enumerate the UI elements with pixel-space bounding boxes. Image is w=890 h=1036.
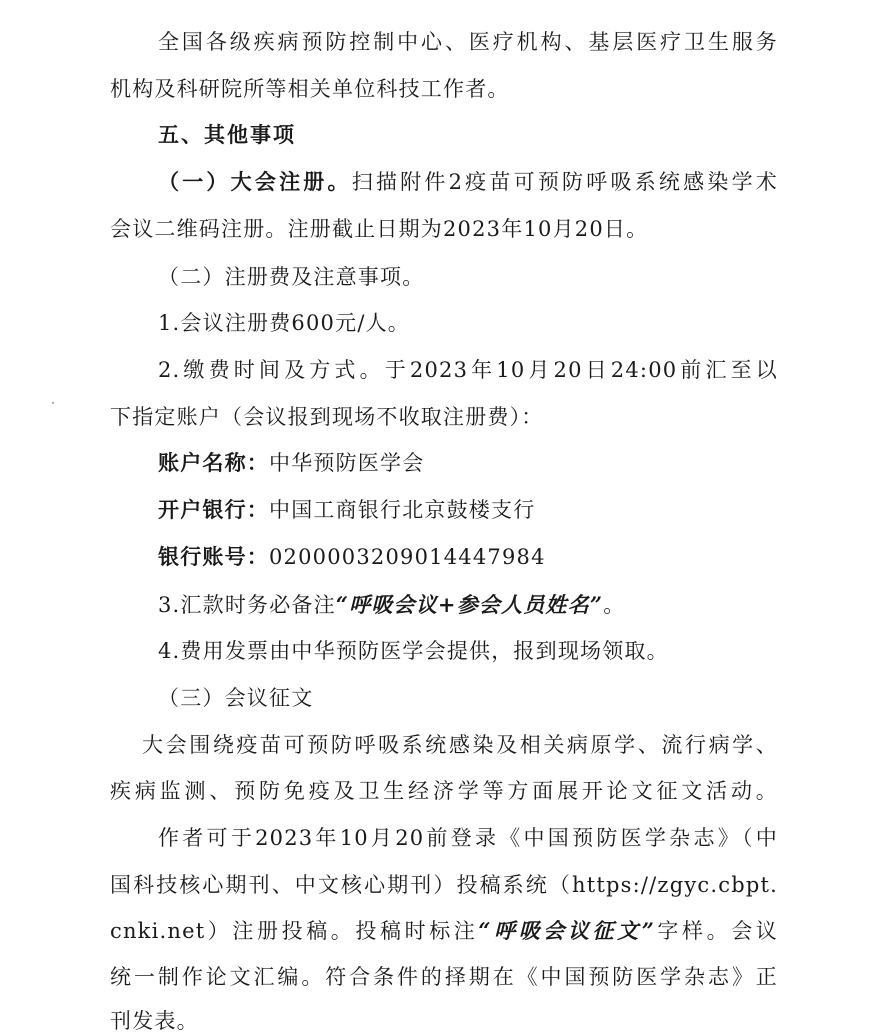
account-number-row xyxy=(158,542,778,572)
list-item: 2.缴费时间及方式。于2023年10月20日24:00前汇至以 xyxy=(158,358,778,382)
account-number-label: 银行账号： xyxy=(158,544,269,569)
list-item: 1.会议注册费600元/人。 xyxy=(158,311,410,335)
subsection-title: （二）注册费及注意事项。 xyxy=(158,265,425,289)
bank-value: 中国工商银行北京鼓楼支行 xyxy=(269,498,536,522)
remark-text: 3.汇款时务必备注 xyxy=(158,593,336,617)
paragraph-line: 疾病监测、预防免疫及卫生经济学等方面展开论文征文活动。 xyxy=(110,779,778,803)
paragraph-line: 刊发表。 xyxy=(110,1009,199,1033)
account-number-value: 0200003209014447984 xyxy=(269,545,546,569)
paragraph-line: 大会围绕疫苗可预防呼吸系统感染及相关病原学、流行病学、 xyxy=(142,733,778,757)
bank-row xyxy=(158,495,778,525)
account-name-value: 中华预防医学会 xyxy=(269,451,425,475)
paragraph-line: 下指定账户（会议报到现场不收取注册费）： xyxy=(110,405,544,429)
paragraph-line: 国科技核心期刊、中文核心期刊）投稿系统（https://zgyc.cbpt. xyxy=(110,873,778,897)
list-item: 4.费用发票由中华预防医学会提供，报到现场领取。 xyxy=(158,639,669,663)
submission-text-end: 字样。会议 xyxy=(655,919,779,943)
remark-end: 。 xyxy=(603,593,626,617)
submission-text: cnki.net）注册投稿。投稿时标注 xyxy=(110,919,479,943)
remark-emphasis: “呼吸会议+参会人员姓名” xyxy=(335,592,604,617)
registration-line xyxy=(158,167,778,197)
paragraph-line: 机构及科研院所等相关单位科技工作者。 xyxy=(110,77,510,101)
subsection-title: （三）会议征文 xyxy=(158,686,314,710)
paragraph-line: 作者可于2023年10月20前登录《中国预防医学杂志》（中 xyxy=(158,826,778,850)
paragraph-line: 统一制作论文汇编。符合条件的择期在《中国预防医学杂志》正 xyxy=(110,965,778,989)
submission-emphasis: “呼吸会议征文” xyxy=(478,918,655,943)
registration-text: 扫描附件2疫苗可预防呼吸系统感染学术 xyxy=(351,170,778,194)
account-name-label: 账户名称： xyxy=(158,450,269,475)
registration-label: （一）大会注册。 xyxy=(158,169,352,194)
list-item xyxy=(158,590,778,620)
paragraph-line xyxy=(110,916,778,946)
paragraph-line: 会议二维码注册。注册截止日期为2023年10月20日。 xyxy=(110,217,649,241)
section-heading: 五、其他事项 xyxy=(158,123,296,147)
bank-label: 开户银行： xyxy=(158,497,269,522)
scan-speck xyxy=(52,402,54,404)
paragraph-line: 全国各级疾病预防控制中心、医疗机构、基层医疗卫生服务 xyxy=(158,30,778,54)
account-name-row xyxy=(158,448,778,478)
